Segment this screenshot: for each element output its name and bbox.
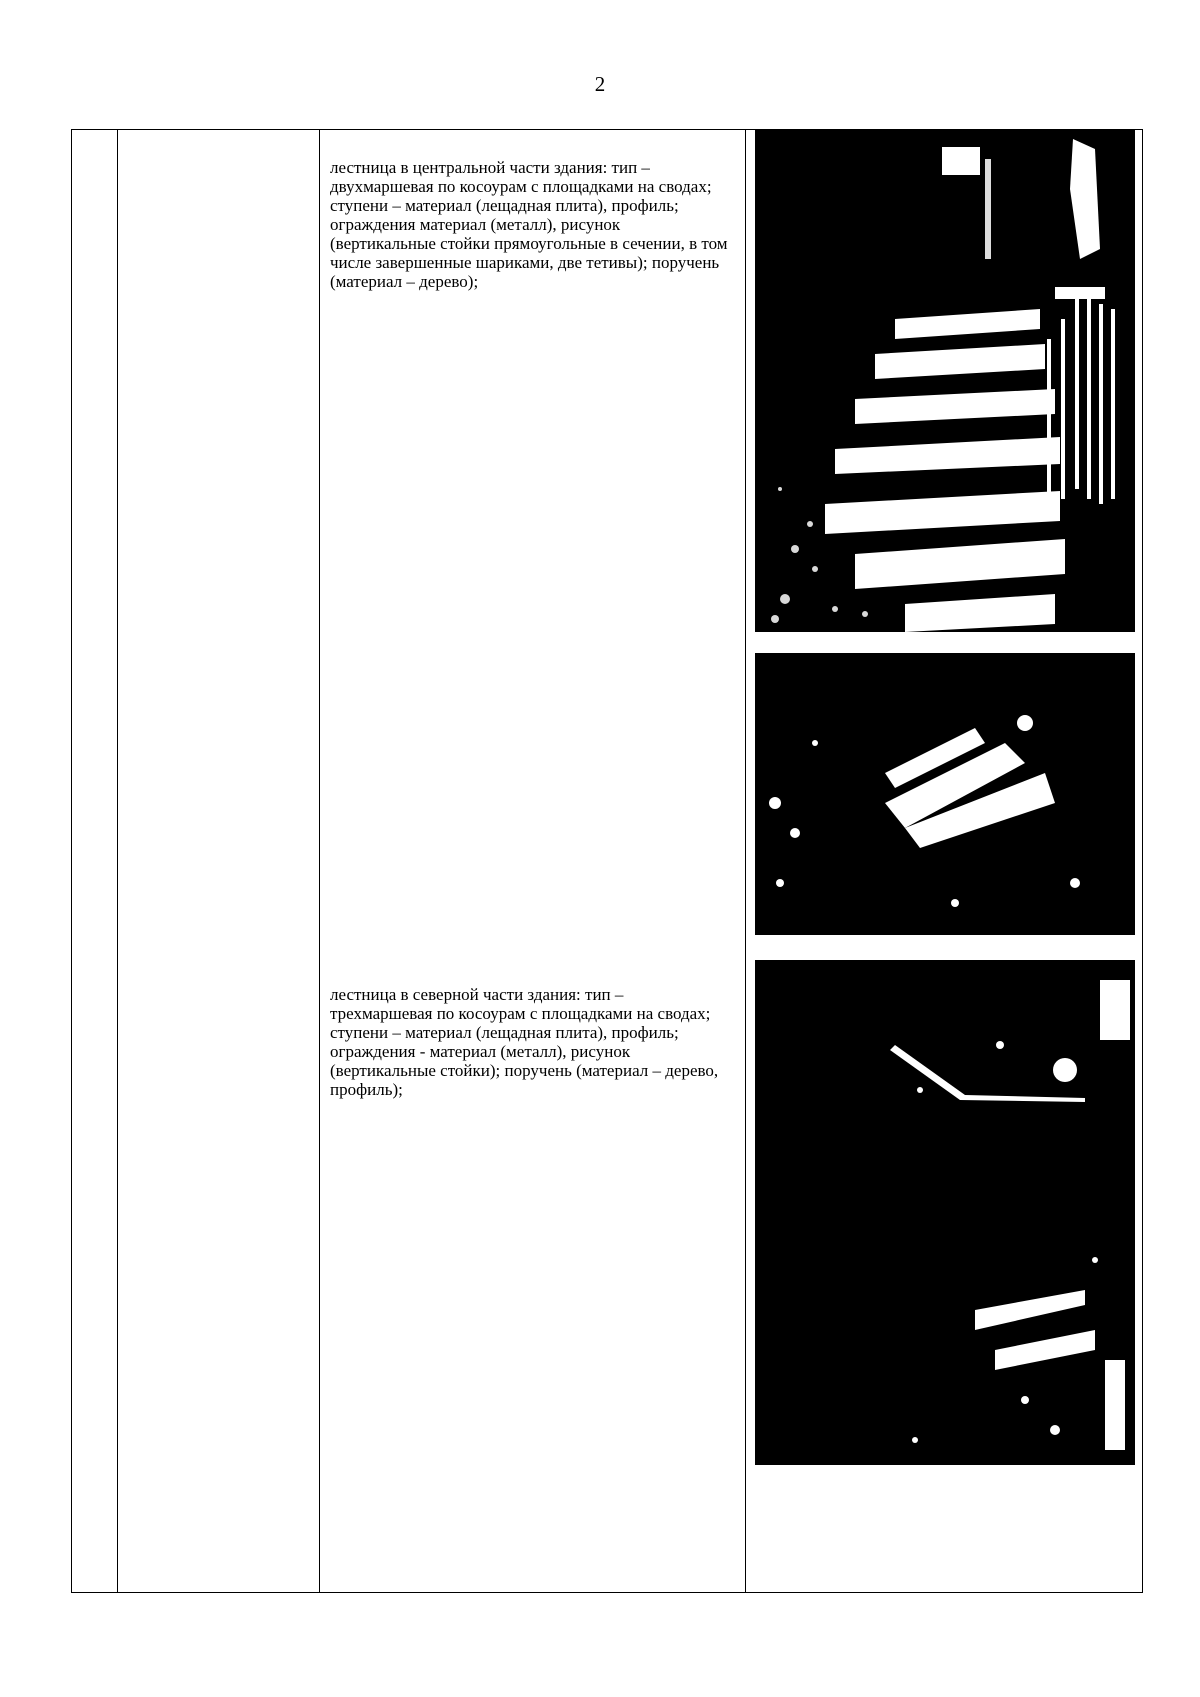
photo-stair-flight: [755, 653, 1135, 935]
column-divider: [319, 130, 320, 1592]
row-2-description: лестница в северной части здания: тип – трехмаршевая по косоурам с площадками на сводах; ступени – материал (лещадная плита), профиль; ограждения - материал (металл), рисунок (вертикальные стойки); поручень (материал – дерево, профиль);: [330, 985, 719, 1099]
column-divider: [745, 130, 746, 1592]
column-divider: [117, 130, 118, 1592]
photo-north-staircase: [755, 960, 1135, 1465]
document-table: [71, 129, 1143, 1593]
photo-central-staircase: [755, 129, 1135, 632]
page-number: 2: [594, 72, 606, 96]
row-1-description: лестница в центральной части здания: тип – двухмаршевая по косоурам с площадками на сводах; ступени – материал (лещадная плита), профиль; ограждения материал (металл), рисунок (вертикальные стойки прямоугольные в сечении, в том числе завершенные шариками, две тетивы); поручень (материал – дерево);: [330, 158, 728, 291]
